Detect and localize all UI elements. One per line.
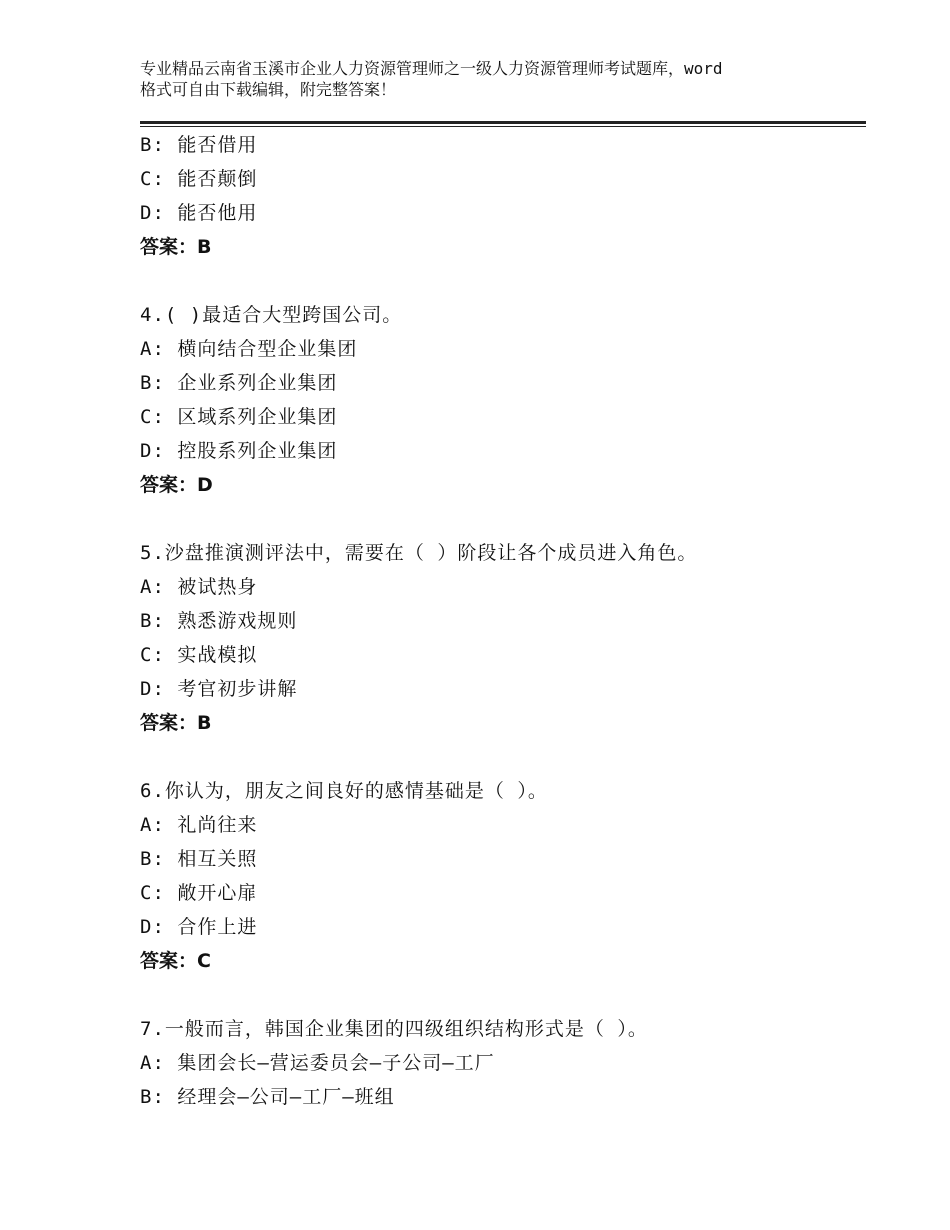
option-c: C: 实战模拟 bbox=[140, 644, 258, 666]
spacer bbox=[140, 740, 860, 774]
option-a: A: 横向结合型企业集团 bbox=[140, 338, 358, 360]
option-d: D: 控股系列企业集团 bbox=[140, 440, 338, 462]
header-rule-thick bbox=[140, 121, 866, 124]
question-7 bbox=[140, 1012, 860, 1114]
spacer bbox=[140, 502, 860, 536]
question-stem: 7.一般而言，韩国企业集团的四级组织结构形式是（ ）。 bbox=[140, 1018, 648, 1040]
option-d: D: 考官初步讲解 bbox=[140, 678, 298, 700]
option-b: B: 相互关照 bbox=[140, 848, 258, 870]
answer-line: 答案：B bbox=[140, 712, 212, 734]
option-c: C: 敞开心扉 bbox=[140, 882, 258, 904]
document-header bbox=[140, 58, 830, 100]
option-b: B: 能否借用 bbox=[140, 134, 258, 156]
question-list bbox=[140, 128, 860, 1114]
option-d: D: 能否他用 bbox=[140, 202, 258, 224]
question-4 bbox=[140, 298, 860, 502]
header-line-2: 格式可自由下载编辑，附完整答案！ bbox=[140, 80, 397, 99]
header-line-1: 专业精品云南省玉溪市企业人力资源管理师之一级人力资源管理师考试题库，word bbox=[140, 59, 723, 78]
option-b: B: 熟悉游戏规则 bbox=[140, 610, 298, 632]
answer-line: 答案：B bbox=[140, 236, 212, 258]
option-c: C: 区域系列企业集团 bbox=[140, 406, 338, 428]
option-c: C: 能否颠倒 bbox=[140, 168, 258, 190]
question-6 bbox=[140, 774, 860, 978]
spacer bbox=[140, 264, 860, 298]
option-d: D: 合作上进 bbox=[140, 916, 258, 938]
option-a: A: 集团会长—营运委员会—子公司—工厂 bbox=[140, 1052, 495, 1074]
spacer bbox=[140, 978, 860, 1012]
option-b: B: 企业系列企业集团 bbox=[140, 372, 338, 394]
question-stem: 5.沙盘推演测评法中，需要在（ ）阶段让各个成员进入角色。 bbox=[140, 542, 698, 564]
answer-line: 答案：C bbox=[140, 950, 211, 972]
option-a: A: 被试热身 bbox=[140, 576, 258, 598]
answer-line: 答案：D bbox=[140, 474, 213, 496]
question-5 bbox=[140, 536, 860, 740]
option-a: A: 礼尚往来 bbox=[140, 814, 258, 836]
header-rule-thin bbox=[140, 126, 866, 127]
question-stem: 4.( )最适合大型跨国公司。 bbox=[140, 304, 403, 326]
question-3-continued bbox=[140, 128, 860, 264]
option-b: B: 经理会—公司—工厂—班组 bbox=[140, 1086, 395, 1108]
question-stem: 6.你认为，朋友之间良好的感情基础是（ ）。 bbox=[140, 780, 548, 802]
